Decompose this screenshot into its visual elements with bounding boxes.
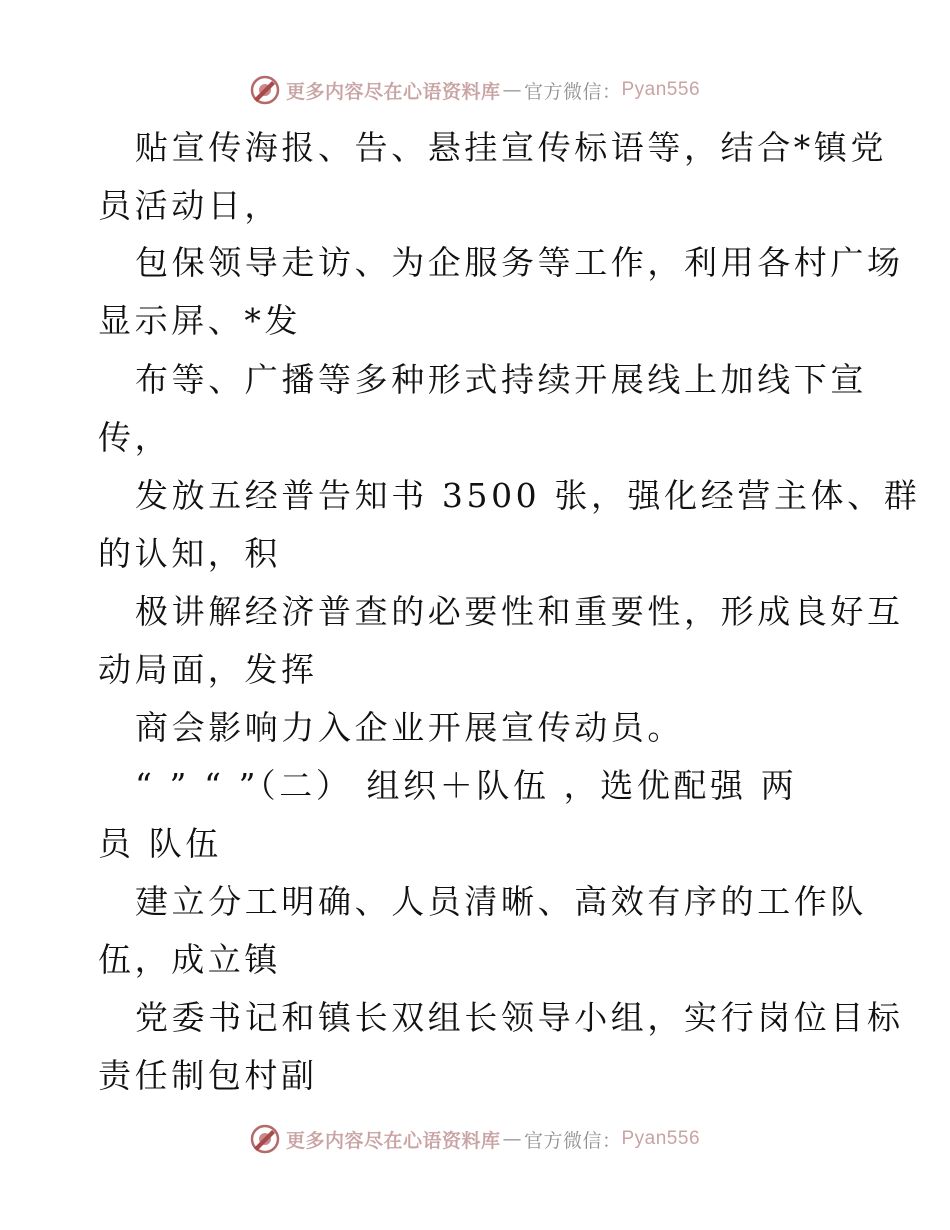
text-line: “ ” “ ”（二） 组织＋队伍 ，选优配强 两 xyxy=(135,766,798,805)
watermark-official-label: 官方微信： xyxy=(523,80,622,103)
text-line: 贴宣传海报、告、悬挂宣传标语等，结合*镇党 xyxy=(135,128,888,167)
watermark-separator: — xyxy=(502,1128,522,1150)
text-line: 建立分工明确、人员清晰、高效有序的工作队 xyxy=(135,882,867,921)
text-line: 的认知，积 xyxy=(98,534,281,573)
text-line: 发放五经普告知书 3500 张，强化经营主体、群 xyxy=(135,476,921,515)
text-line: 传， xyxy=(98,418,172,457)
watermark-separator: — xyxy=(502,79,522,101)
text-line: 布等、广播等多种形式持续开展线上加线下宣 xyxy=(135,360,867,399)
header-watermark xyxy=(0,70,950,110)
watermark-wechat-id: Pyan556 xyxy=(621,1128,701,1149)
text-line: 党委书记和镇长双组长领导小组，实行岗位目标 xyxy=(135,998,904,1037)
text-line: 动局面，发挥 xyxy=(98,650,318,689)
watermark-text: 更多内容尽在心语资料库 xyxy=(285,1129,501,1152)
text-line: 极讲解经济普查的必要性和重要性，形成良好互 xyxy=(135,592,904,631)
text-line: 包保领导走访、为企服务等工作，利用各村广场 xyxy=(135,243,904,282)
text-line: 商会影响力入企业开展宣传动员。 xyxy=(135,708,684,747)
text-line: 伍，成立镇 xyxy=(98,940,281,979)
text-line: 员活动日， xyxy=(98,186,281,225)
watermark-text: 更多内容尽在心语资料库 xyxy=(285,80,501,103)
footer-watermark xyxy=(0,1119,950,1159)
text-line: 员 队伍 xyxy=(98,824,222,863)
text-line: 责任制包村副 xyxy=(98,1056,318,1095)
watermark-official-label: 官方微信： xyxy=(523,1129,622,1152)
watermark-wechat-id: Pyan556 xyxy=(621,79,701,100)
text-line: 显示屏、*发 xyxy=(98,301,302,340)
watermark-logo-icon xyxy=(250,75,280,105)
watermark-logo-icon xyxy=(250,1124,280,1154)
